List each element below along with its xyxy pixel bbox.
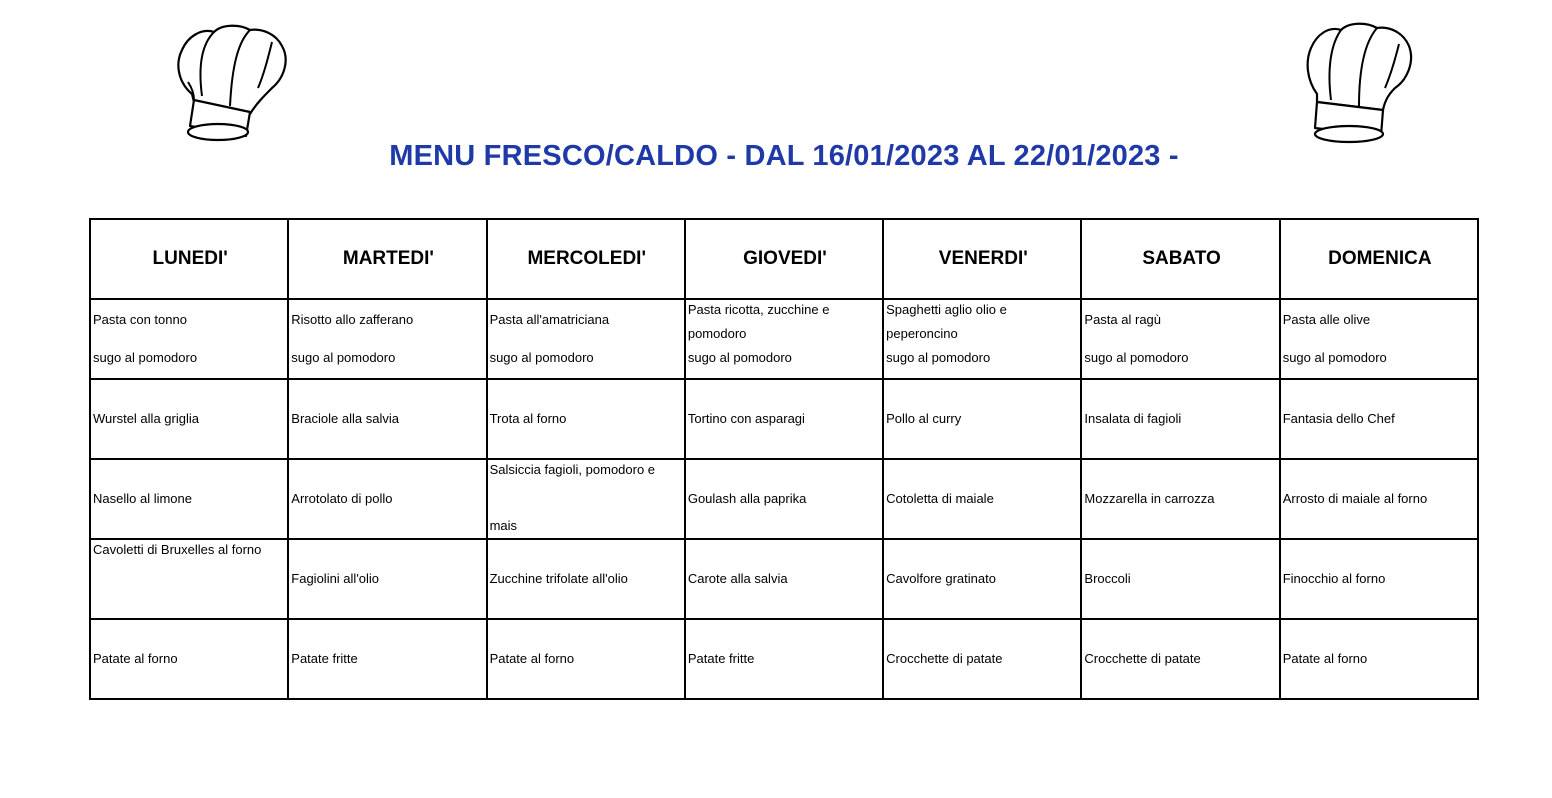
dish-text: mais [489, 518, 518, 533]
menu-cell [487, 619, 685, 699]
menu-cell [90, 619, 288, 699]
dish-text: Braciole alla salvia [291, 411, 399, 426]
dish-text: Pasta ricotta, zucchine e [687, 302, 830, 317]
menu-cell [487, 299, 685, 379]
menu-cell [1280, 539, 1478, 619]
header-row [90, 219, 1478, 299]
menu-cell [288, 379, 486, 459]
dish-text: Patate al forno [489, 651, 575, 666]
menu-cell [1280, 459, 1478, 539]
dish-text: Crocchette di patate [886, 651, 1003, 666]
day-header: MERCOLEDI' [487, 219, 685, 299]
dish-text: Cotoletta di maiale [886, 491, 994, 506]
dish-text: Nasello al limone [93, 491, 192, 506]
menu-cell [1081, 459, 1279, 539]
day-header: LUNEDI' [90, 219, 288, 299]
table-row [90, 379, 1478, 459]
menu-cell [685, 539, 883, 619]
menu-cell [288, 539, 486, 619]
dish-text: Trota al forno [489, 411, 567, 426]
menu-cell [883, 619, 1081, 699]
dish-text: sugo al pomodoro [489, 350, 594, 365]
dish-text: Salsiccia fagioli, pomodoro e [489, 462, 656, 477]
table-row [90, 299, 1478, 379]
chef-hat-icon [1303, 22, 1413, 148]
menu-cell [1081, 539, 1279, 619]
dish-text: Wurstel alla griglia [93, 411, 199, 426]
dish-text: sugo al pomodoro [291, 350, 396, 365]
dish-text: Arrosto di maiale al forno [1282, 491, 1428, 506]
table-row [90, 619, 1478, 699]
day-header: VENERDI' [883, 219, 1081, 299]
dish-text: Fagiolini all'olio [291, 571, 380, 586]
chef-hat-icon [172, 22, 288, 150]
dish-text: Fantasia dello Chef [1282, 411, 1395, 426]
dish-text: Patate al forno [93, 651, 178, 666]
dish-text: Pollo al curry [886, 411, 962, 426]
menu-cell [883, 379, 1081, 459]
dish-text: Arrotolato di pollo [291, 491, 393, 506]
menu-cell [883, 299, 1081, 379]
menu-cell [90, 459, 288, 539]
menu-cell [288, 299, 486, 379]
menu-cell [1280, 299, 1478, 379]
day-header: SABATO [1081, 219, 1279, 299]
menu-cell [288, 619, 486, 699]
dish-text: Patate fritte [291, 651, 358, 666]
dish-text: sugo al pomodoro [1282, 350, 1387, 365]
dish-text: sugo al pomodoro [687, 350, 792, 365]
menu-cell [1081, 299, 1279, 379]
page-title: MENU FRESCO/CALDO - DAL 16/01/2023 AL 22/01/2023 - [389, 140, 1179, 172]
dish-text: Cavoletti di Bruxelles al forno [93, 542, 262, 557]
dish-text: Finocchio al forno [1282, 571, 1386, 586]
dish-text: Pasta all'amatriciana [489, 312, 610, 327]
dish-text: Spaghetti aglio olio e [886, 302, 1007, 317]
dish-text: Crocchette di patate [1084, 651, 1201, 666]
dish-text: Pasta alle olive [1282, 312, 1371, 327]
dish-text: Goulash alla paprika [687, 491, 807, 506]
dish-text: Insalata di fagioli [1084, 411, 1182, 426]
dish-text: Mozzarella in carrozza [1084, 491, 1215, 506]
dish-text: Patate fritte [687, 651, 755, 666]
day-header: GIOVEDI' [685, 219, 883, 299]
dish-text: sugo al pomodoro [93, 350, 198, 365]
table-row [90, 539, 1478, 619]
menu-cell [90, 379, 288, 459]
menu-cell [487, 459, 685, 539]
dish-text: Broccoli [1084, 571, 1131, 586]
menu-cell [1280, 379, 1478, 459]
menu-cell [1280, 619, 1478, 699]
menu-cell [90, 299, 288, 379]
menu-cell [288, 459, 486, 539]
menu-cell [487, 379, 685, 459]
dish-text: sugo al pomodoro [886, 350, 991, 365]
table-row [90, 459, 1478, 539]
dish-text: Tortino con asparagi [687, 411, 805, 426]
menu-cell [90, 539, 288, 619]
dish-text: Cavolfore gratinato [886, 571, 996, 586]
dish-text: sugo al pomodoro [1084, 350, 1189, 365]
day-header: MARTEDI' [288, 219, 486, 299]
dish-text: Risotto allo zafferano [291, 312, 414, 327]
menu-cell [685, 299, 883, 379]
menu-cell [685, 459, 883, 539]
menu-cell [883, 459, 1081, 539]
dish-text: Patate al forno [1282, 651, 1368, 666]
menu-cell [685, 379, 883, 459]
menu-cell [685, 619, 883, 699]
dish-text: pomodoro [687, 326, 747, 341]
menu-cell [1081, 379, 1279, 459]
menu-table [89, 218, 1479, 700]
menu-cell [487, 539, 685, 619]
dish-text: Pasta al ragù [1084, 312, 1162, 327]
dish-text: Zucchine trifolate all'olio [489, 571, 628, 586]
menu-cell [883, 539, 1081, 619]
day-header: DOMENICA [1280, 219, 1478, 299]
dish-text: Carote alla salvia [687, 571, 788, 586]
menu-cell [1081, 619, 1279, 699]
dish-text: Pasta con tonno [93, 312, 187, 327]
dish-text: peperoncino [886, 326, 958, 341]
